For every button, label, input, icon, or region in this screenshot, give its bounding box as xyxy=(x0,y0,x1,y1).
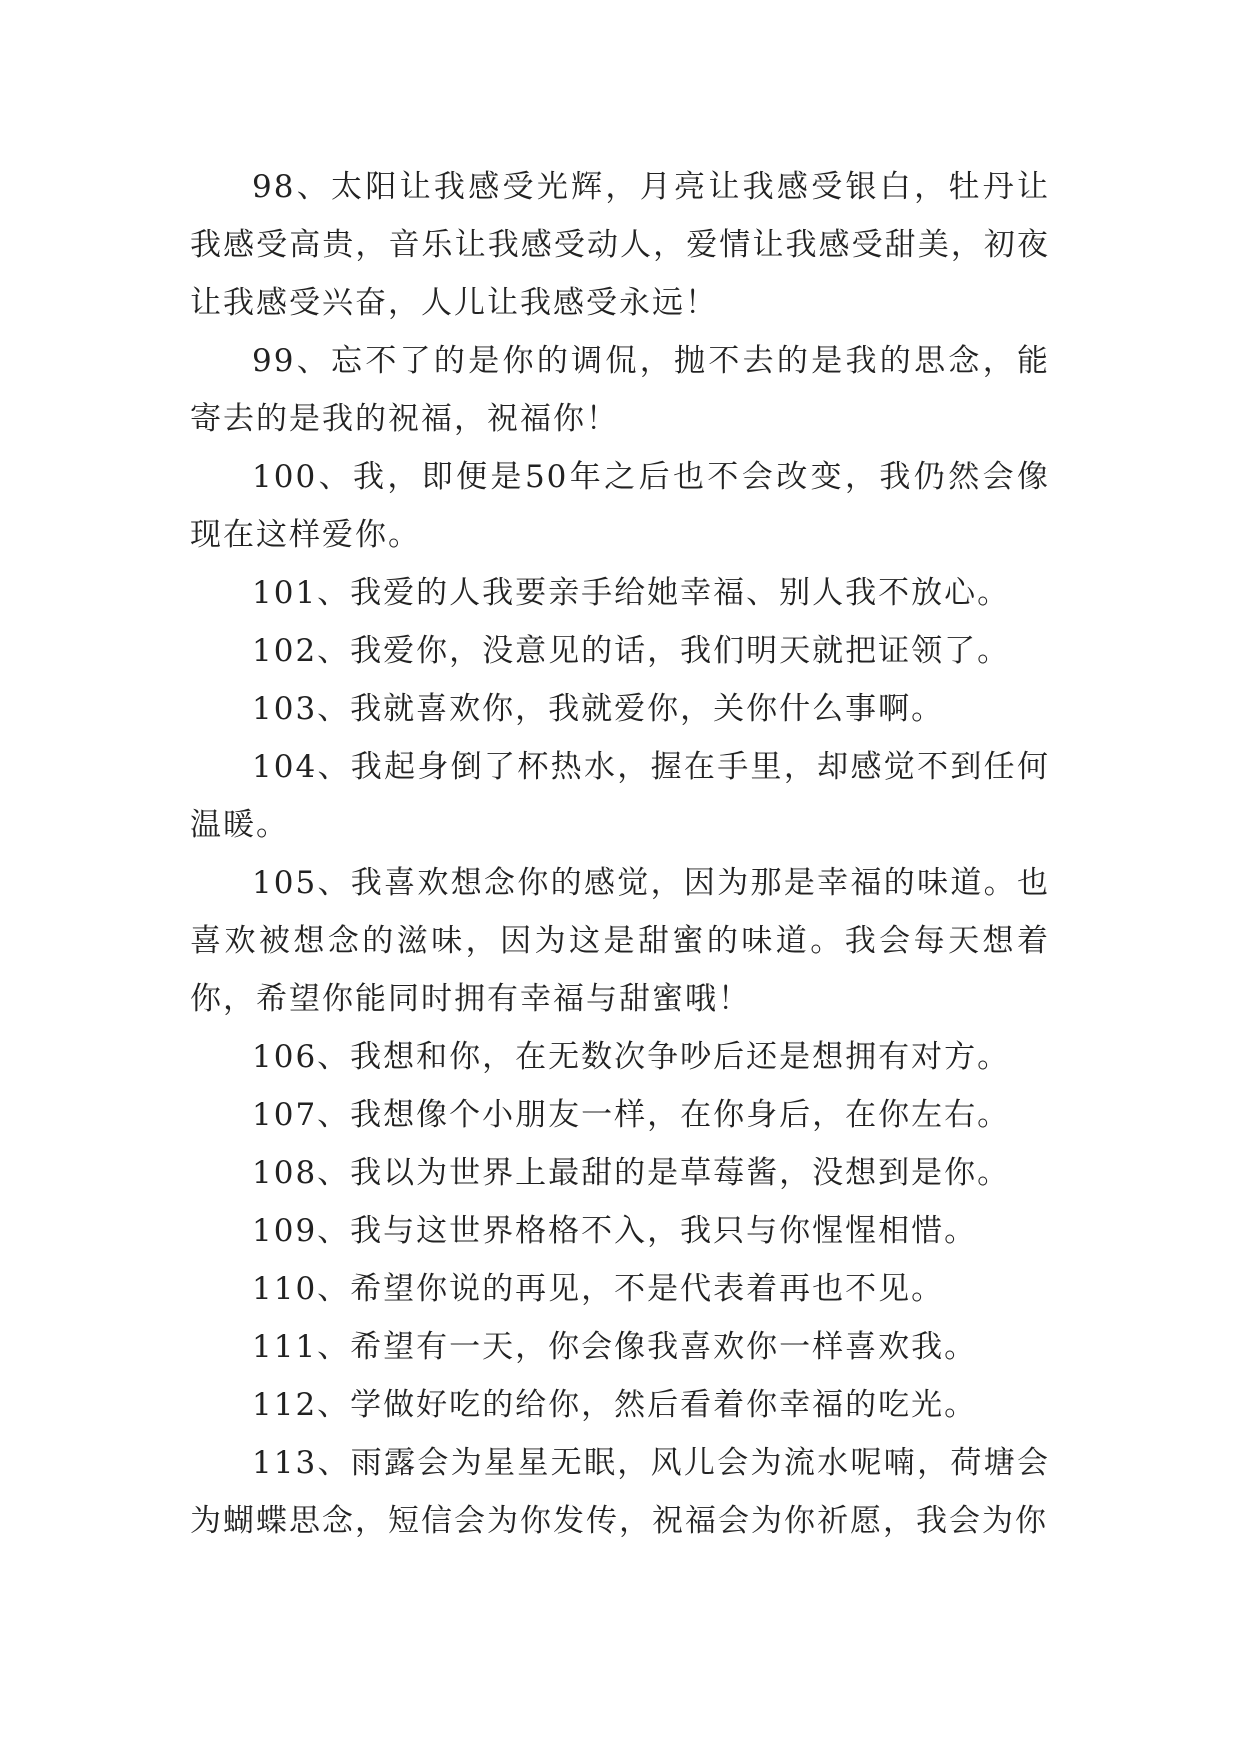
paragraph-106: 106、我想和你，在无数次争吵后还是想拥有对方。 xyxy=(252,1039,1011,1075)
paragraph-107: 107、我想像个小朋友一样，在你身后，在你左右。 xyxy=(252,1097,1011,1133)
paragraph-99: 99、忘不了的是你的调侃，抛不去的是我的思念，能寄去的是我的祝福，祝福你！ xyxy=(190,343,1050,437)
paragraph-111: 111、希望有一天，你会像我喜欢你一样喜欢我。 xyxy=(252,1329,978,1365)
paragraph-112: 112、学做好吃的给你，然后看着你幸福的吃光。 xyxy=(252,1387,978,1423)
paragraph-103: 103、我就喜欢你，我就爱你，关你什么事啊。 xyxy=(252,691,945,727)
paragraph-113: 113、雨露会为星星无眠，风儿会为流水呢喃，荷塘会为蝴蝶思念，短信会为你发传，祝福会为你祈愿，我会为你 xyxy=(190,1445,1050,1539)
paragraph-104: 104、我起身倒了杯热水，握在手里，却感觉不到任何温暖。 xyxy=(190,749,1050,843)
paragraph-105: 105、我喜欢想念你的感觉，因为那是幸福的味道。也喜欢被想念的滋味，因为这是甜蜜的味道。我会每天想着你，希望你能同时拥有幸福与甜蜜哦！ xyxy=(190,865,1050,1017)
paragraph-98: 98、太阳让我感受光辉，月亮让我感受银白，牡丹让我感受高贵，音乐让我感受动人，爱情让我感受甜美，初夜让我感受兴奋，人儿让我感受永远！ xyxy=(190,169,1050,321)
paragraph-110: 110、希望你说的再见，不是代表着再也不见。 xyxy=(252,1271,945,1307)
paragraph-108: 108、我以为世界上最甜的是草莓酱，没想到是你。 xyxy=(252,1155,1011,1191)
document-body xyxy=(190,158,1050,1550)
paragraph-109: 109、我与这世界格格不入，我只与你惺惺相惜。 xyxy=(252,1213,978,1249)
paragraph-101: 101、我爱的人我要亲手给她幸福、别人我不放心。 xyxy=(252,575,1011,611)
paragraph-100: 100、我，即便是50年之后也不会改变，我仍然会像现在这样爱你。 xyxy=(190,459,1050,553)
paragraph-102: 102、我爱你，没意见的话，我们明天就把证领了。 xyxy=(252,633,1011,669)
